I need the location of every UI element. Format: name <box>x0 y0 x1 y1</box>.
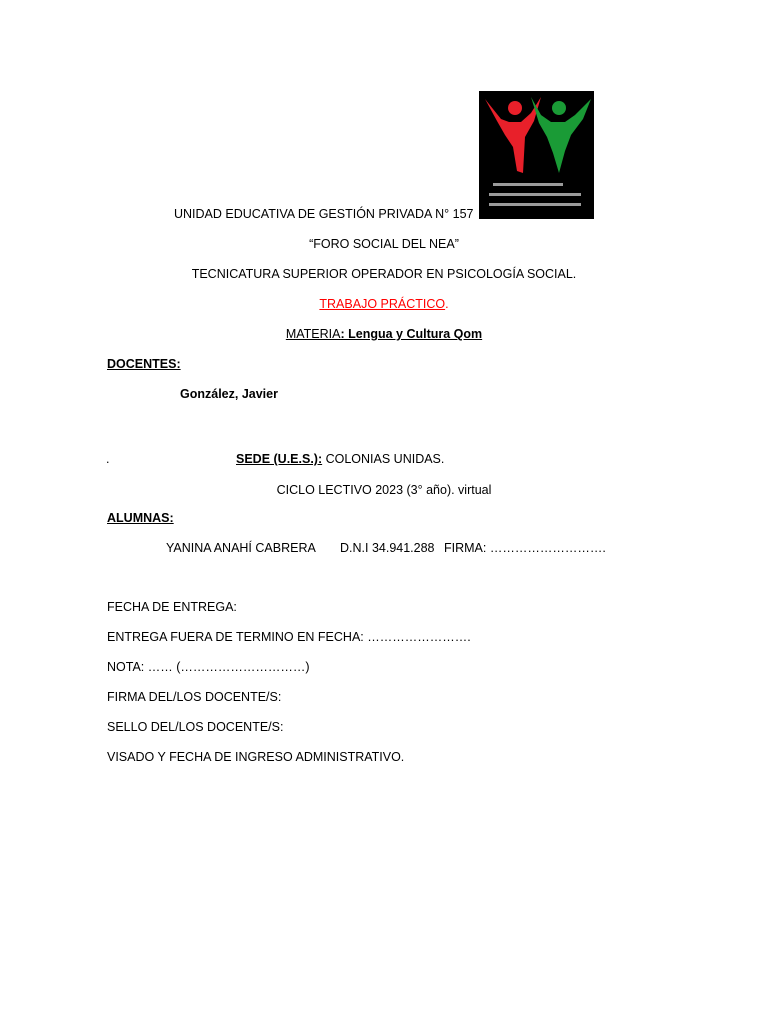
logo-text-line <box>489 203 581 206</box>
logo-text-line <box>489 193 581 196</box>
alumnas-label: ALUMNAS: <box>107 511 174 525</box>
sede-value: COLONIAS UNIDAS. <box>322 452 445 466</box>
document-title <box>0 296 768 312</box>
ciclo-lectivo: CICLO LECTIVO 2023 (3° año). virtual <box>276 483 492 497</box>
docente-name: González, Javier <box>180 387 278 401</box>
alumna-firma: FIRMA: ………………………. <box>444 541 606 555</box>
sede-line <box>236 451 444 467</box>
firma-docentes-field: FIRMA DEL/LOS DOCENTE/S: <box>107 690 282 704</box>
institution-line: UNIDAD EDUCATIVA DE GESTIÓN PRIVADA N° 157 <box>174 207 474 221</box>
docentes-label: DOCENTES: <box>107 357 181 371</box>
sede-label: SEDE (U.E.S.): <box>236 452 323 466</box>
sello-docentes-field: SELLO DEL/LOS DOCENTE/S: <box>107 720 284 734</box>
materia-value: : Lengua y Cultura Qom <box>340 327 483 341</box>
logo-text-line <box>493 183 563 186</box>
career-title: TECNICATURA SUPERIOR OPERADOR EN PSICOLOGÍA SOCIAL. <box>191 267 577 281</box>
trabajo-practico-title: TRABAJO PRÁCTICO <box>319 297 446 311</box>
sede-bullet: . <box>106 452 110 466</box>
materia-line <box>0 326 768 342</box>
foro-title: “FORO SOCIAL DEL NEA” <box>309 237 459 251</box>
title-punctuation: . <box>445 297 449 311</box>
materia-label: MATERIA <box>285 327 341 341</box>
institution-logo <box>479 91 594 219</box>
entrega-fuera-termino-field: ENTREGA FUERA DE TERMINO EN FECHA: ……………………. <box>107 630 471 644</box>
two-people-raising-arms-logo-icon <box>479 91 594 219</box>
nota-field: NOTA: …… (…………………………) <box>107 660 310 674</box>
alumna-name: YANINA ANAHÍ CABRERA <box>166 541 316 555</box>
visado-field: VISADO Y FECHA DE INGRESO ADMINISTRATIVO. <box>107 750 405 764</box>
fecha-entrega-field: FECHA DE ENTREGA: <box>107 600 237 614</box>
alumna-dni: D.N.I 34.941.288 <box>340 541 435 555</box>
